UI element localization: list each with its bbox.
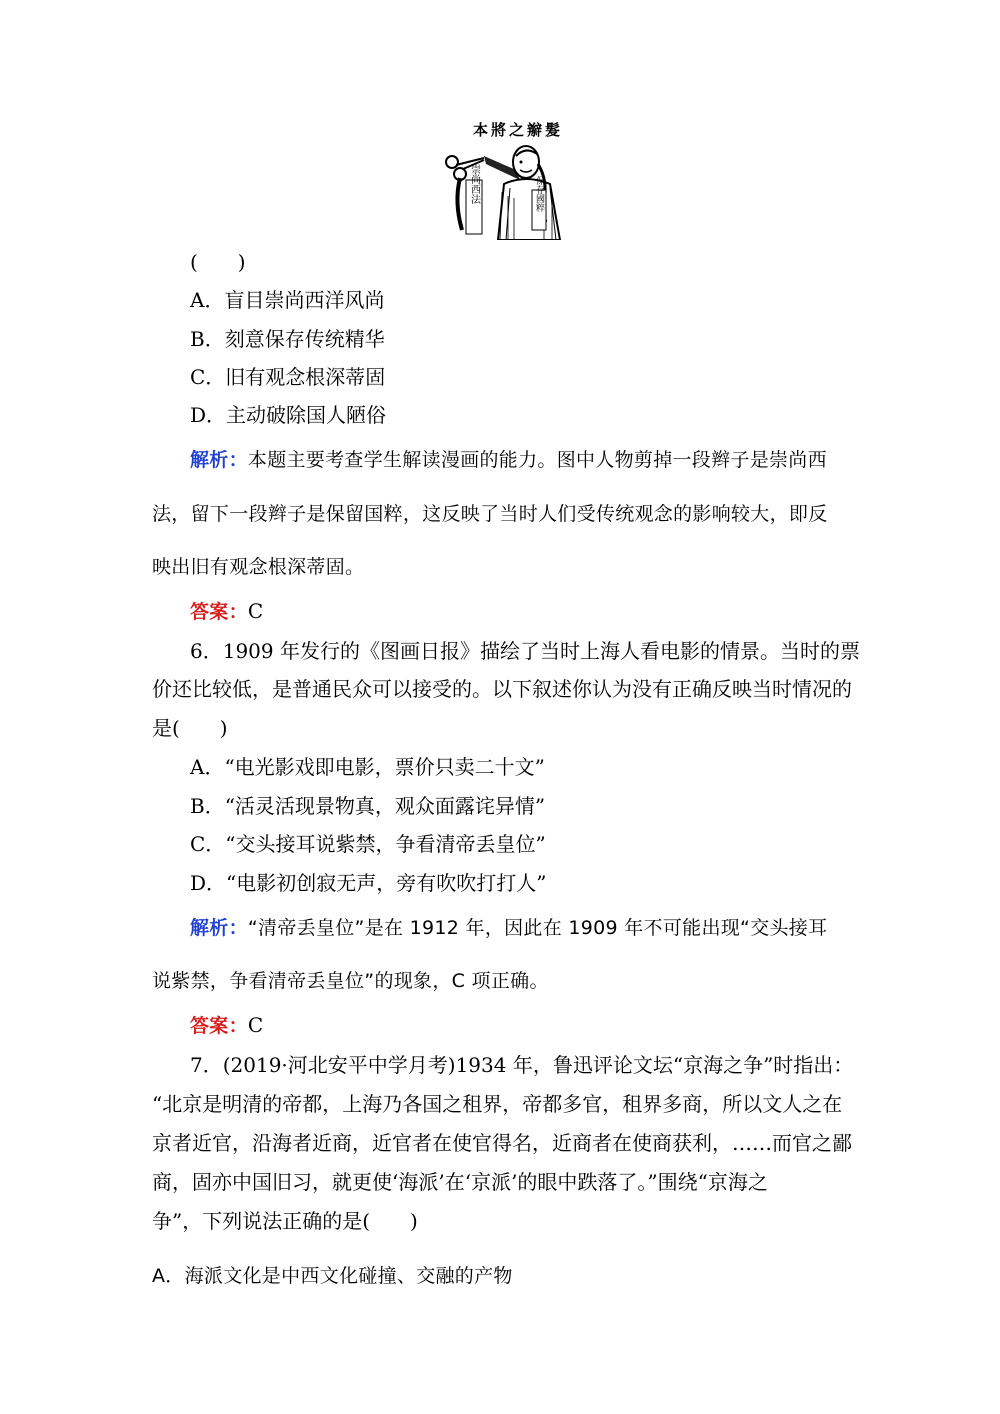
braid-cartoon-illustration <box>440 118 596 240</box>
q6-stem-line-1: 6．1909 年发行的《图画日报》描绘了当时上海人看电影的情景。当时的票 <box>190 639 860 663</box>
q5-analysis-line-1 <box>190 446 827 474</box>
q5-option-a: A．盲目崇尚西洋风尚 <box>190 288 385 312</box>
q5-blank: ( ) <box>190 250 246 274</box>
q7-stem-line-1: 7．(2019·河北安平中学月考)1934 年，鲁迅评论文坛“京海之争”时指出： <box>190 1053 854 1077</box>
q7-stem-line-5: 争”，下列说法正确的是( ) <box>152 1209 418 1233</box>
q6-analysis-text-1: “清帝丢皇位”是在 1912 年，因此在 1909 年不可能出现“交头接耳 <box>247 917 828 939</box>
q5-answer-label: 答案： <box>190 601 248 623</box>
q6-stem-line-3: 是( ) <box>152 716 228 740</box>
q6-option-a: A．“电光影戏即电影，票价只卖二十文” <box>190 755 545 779</box>
q7-option-a: A．海派文化是中西文化碰撞、交融的产物 <box>152 1265 513 1287</box>
q5-analysis-line-3: 映出旧有观念根深蒂固。 <box>152 556 365 578</box>
q7-stem-line-4: 商，固亦中国旧习，就更使‘海派’在‘京派’的眼中跌落了。”围绕“京海之 <box>152 1170 768 1194</box>
q5-answer-value: C <box>247 599 264 623</box>
q6-answer <box>190 1011 263 1040</box>
q6-option-d: D．“电影初创寂无声，旁有吹吹打打人” <box>190 871 547 895</box>
q6-answer-label: 答案： <box>190 1015 248 1037</box>
q5-analysis-line-2: 法，留下一段辫子是保留国粹，这反映了当时人们受传统观念的影响较大，即反 <box>152 503 828 525</box>
q5-option-b: B．刻意保存传统精华 <box>190 327 385 351</box>
q6-analysis-label: 解析： <box>190 917 248 939</box>
q5-option-d: D．主动破除国人陋俗 <box>190 403 387 427</box>
q7-stem-line-3: 京者近官，沿海者近商，近官者在使官得名，近商者在使商获利，……而官之鄙 <box>152 1131 852 1155</box>
man-figure <box>498 146 560 240</box>
cartoon-title: 本將之辮髮 <box>472 121 564 139</box>
cartoon-tag-left: 崇尚西法 <box>468 164 480 204</box>
q6-option-c: C．“交头接耳说紫禁，争看清帝丢皇位” <box>190 832 546 856</box>
q5-analysis-label: 解析： <box>190 449 248 471</box>
q5-option-c: C．旧有观念根深蒂固 <box>190 365 386 389</box>
q6-answer-value: C <box>247 1013 264 1037</box>
q5-analysis-text-1: 本题主要考查学生解读漫画的能力。图中人物剪掉一段辫子是崇尚西 <box>247 449 827 471</box>
q6-option-b: B．“活灵活现景物真，观众面露诧异情” <box>190 794 546 818</box>
cartoon-tag-right: 保存國粹 <box>534 176 544 212</box>
q6-stem-line-2: 价还比较低，是普通民众可以接受的。以下叙述你认为没有正确反映当时情况的 <box>152 677 852 701</box>
cut-braid <box>457 178 462 230</box>
q7-stem-line-2: “北京是明清的帝都，上海乃各国之租界，帝都多官，租界多商，所以文人之在 <box>152 1092 843 1116</box>
q6-analysis-line-1 <box>190 914 827 942</box>
q5-answer <box>190 597 263 626</box>
q6-analysis-line-2: 说紫禁，争看清帝丢皇位”的现象，C 项正确。 <box>152 970 549 992</box>
